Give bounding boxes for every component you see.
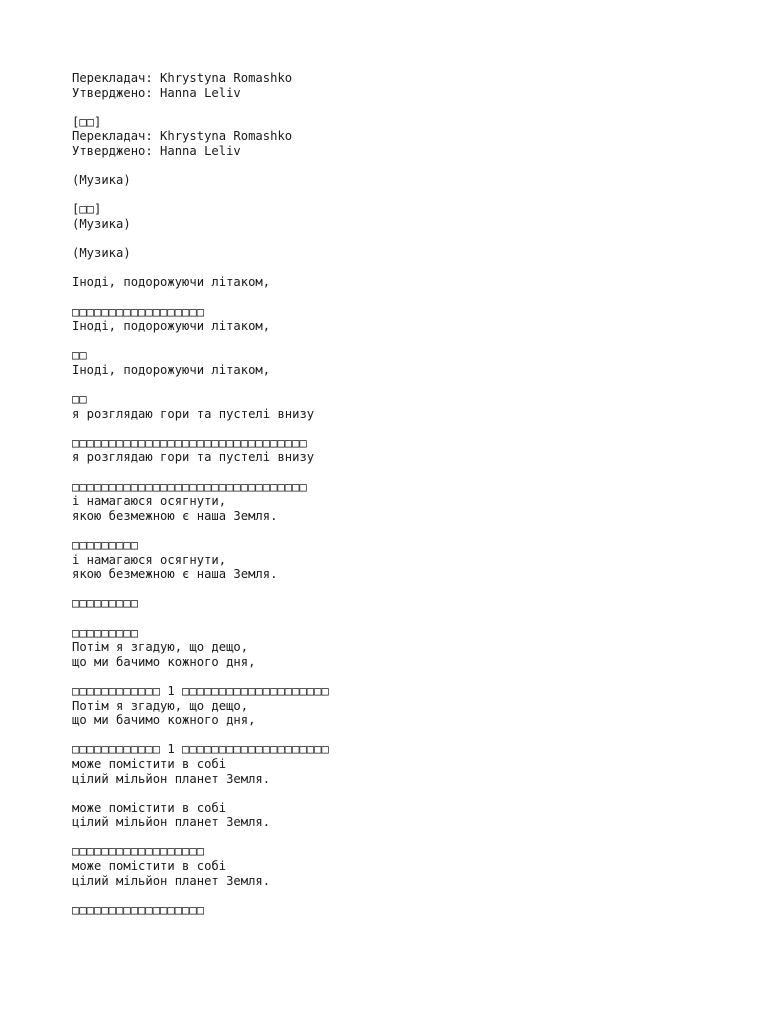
subtitle-line: Перекладач: Khrystyna Romashko	[72, 71, 293, 85]
subtitle-line: □□□□□□□□□	[72, 538, 139, 552]
subtitle-line: □□□□□□□□□□□□□□□□□□	[72, 304, 205, 319]
subtitle-block	[72, 392, 752, 421]
subtitle-line: (Музика)	[72, 173, 131, 188]
subtitle-line: □□	[72, 392, 87, 407]
subtitle-line: я розглядаю гори та пустелі внизу	[72, 406, 315, 421]
subtitle-line: (Музика)	[72, 216, 131, 231]
subtitle-block	[72, 246, 752, 261]
subtitle-line: може помістити в собі	[72, 800, 227, 815]
subtitle-line: □□□□□□□□□□□□□□□□□□	[72, 902, 205, 917]
subtitle-line: я розглядаю гори та пустелі внизу	[72, 450, 315, 465]
subtitle-block	[72, 626, 752, 670]
subtitle-line: □□□□□□□□□	[72, 596, 139, 611]
subtitle-blocks	[72, 71, 752, 917]
subtitle-line: □□□□□□□□□	[72, 625, 139, 640]
subtitle-line: якою безмежною є наша Земля.	[72, 508, 278, 523]
subtitle-line: і намагаюся осягнути,	[72, 494, 227, 509]
subtitle-line: □□□□□□□□□□□□ 1 □□□□□□□□□□□□□□□□□□□□	[72, 683, 329, 698]
subtitle-block	[72, 801, 752, 830]
subtitle-line: Іноді, подорожуючи літаком,	[72, 275, 271, 290]
subtitle-line: □□	[72, 348, 87, 363]
subtitle-line: Потім я згадую, що дещо,	[72, 698, 249, 713]
subtitle-line: цілий мільйон планет Земля.	[72, 873, 271, 888]
subtitle-block	[72, 480, 752, 524]
subtitle-line: □□□□□□□□□□□□□□□□□□□□□□□□□□□□□□□□	[72, 435, 307, 450]
subtitle-block	[72, 275, 752, 290]
subtitle-line: цілий мільйон планет Земля.	[72, 815, 271, 830]
subtitle-block	[72, 71, 752, 100]
subtitle-block	[72, 844, 752, 888]
subtitle-line: що ми бачимо кожного дня,	[72, 713, 256, 728]
subtitle-line: [□□]	[72, 114, 102, 129]
subtitle-line: і намагаюся осягнути,	[72, 552, 227, 567]
subtitle-line: якою безмежною є наша Земля.	[72, 567, 278, 582]
subtitle-block	[72, 436, 752, 465]
subtitle-line: цілий мільйон планет Земля.	[72, 771, 271, 786]
subtitle-line: Іноді, подорожуючи літаком,	[72, 362, 271, 377]
subtitle-block	[72, 684, 752, 728]
subtitle-block	[72, 742, 752, 786]
subtitle-line: □□□□□□□□□□□□ 1 □□□□□□□□□□□□□□□□□□□□	[72, 742, 329, 757]
subtitle-line: може помістити в собі	[72, 756, 227, 771]
subtitle-line: □□□□□□□□□□□□□□□□□□	[72, 844, 205, 859]
subtitle-block	[72, 348, 752, 377]
subtitle-block	[72, 903, 752, 918]
subtitle-block	[72, 202, 752, 231]
subtitle-block	[72, 538, 752, 582]
subtitle-line: Утверджено: Hanna Leliv	[72, 85, 241, 100]
subtitle-line: [□□]	[72, 202, 102, 217]
subtitle-block	[72, 305, 752, 334]
subtitle-line: Потім я згадую, що дещо,	[72, 640, 249, 655]
subtitle-line: □□□□□□□□□□□□□□□□□□□□□□□□□□□□□□□□	[72, 479, 307, 494]
subtitle-line: (Музика)	[72, 246, 131, 261]
subtitle-block	[72, 173, 752, 188]
subtitle-document	[72, 71, 752, 932]
subtitle-block	[72, 596, 752, 611]
subtitle-line: Утверджено: Hanna Leliv	[72, 143, 241, 158]
subtitle-line: може помістити в собі	[72, 859, 227, 874]
subtitle-line: що ми бачимо кожного дня,	[72, 654, 256, 669]
subtitle-block	[72, 115, 752, 159]
subtitle-line: Іноді, подорожуючи літаком,	[72, 319, 271, 334]
subtitle-line: Перекладач: Khrystyna Romashko	[72, 129, 293, 144]
